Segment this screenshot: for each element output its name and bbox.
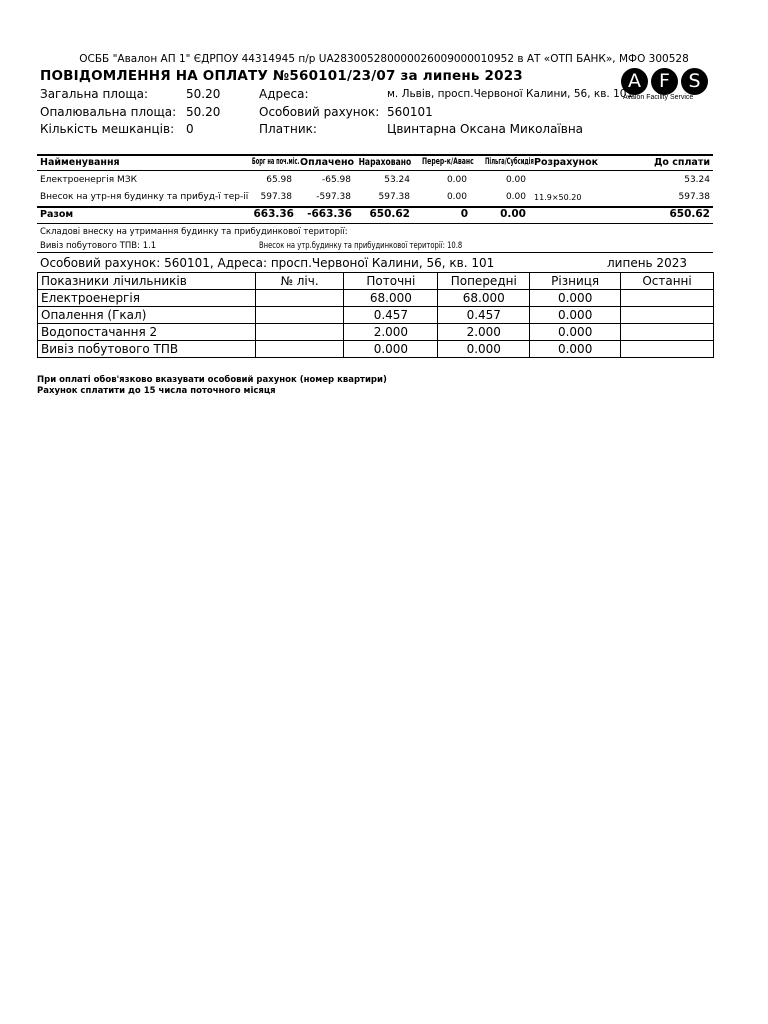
- total-area-label: Загальна площа:: [40, 87, 149, 101]
- account-label: Особовий рахунок:: [259, 105, 380, 119]
- logo-letter-a: A: [621, 68, 648, 95]
- charges-total-recalc: 0: [460, 208, 468, 220]
- charge-row-2-recalc: 0.00: [446, 192, 467, 202]
- charges-total-paid: -663.36: [307, 208, 352, 220]
- charge-row-2-name: Внесок на утр-ня будинку та прибуд-ї тер-ії: [40, 192, 249, 202]
- meter-current: 0.000: [344, 341, 438, 358]
- payer-value: Цвинтарна Оксана Миколаївна: [387, 122, 584, 136]
- meter-row: [38, 307, 714, 324]
- bank-details: ОСББ "Авалон АП 1" ЄДРПОУ 44314945 п/р UA283005280000026009000010952 в АТ «ОТП БАНК», МФО 300528: [79, 53, 689, 65]
- notice-title: ПОВІДОМЛЕННЯ НА ОПЛАТУ №560101/23/07 за липень 2023: [40, 68, 523, 84]
- meter-readings-table: [37, 272, 714, 358]
- meter-number: [255, 341, 344, 358]
- meter-last: [621, 290, 714, 307]
- meter-number: [255, 307, 344, 324]
- meter-row: [38, 341, 714, 358]
- charge-row-1-accrued: 53.24: [384, 175, 410, 185]
- meters-summary: Особовий рахунок: 560101, Адреса: просп.Червоної Калини, 56, кв. 101: [40, 256, 495, 270]
- meter-name: Водопостачання 2: [38, 324, 256, 341]
- charge-row-1-to-pay: 53.24: [684, 175, 710, 185]
- components-item-waste: Вивіз побутового ТПВ: 1.1: [40, 241, 157, 251]
- charge-row-2-calculation: 11.9×50.20: [534, 193, 582, 202]
- heated-area-value: 50.20: [186, 105, 221, 119]
- meter-last: [621, 341, 714, 358]
- meter-col-name: Показники лічильників: [38, 273, 256, 290]
- col-header-calculation: Розрахунок: [534, 157, 599, 168]
- components-item-maintenance: Внесок на утр.будинку та прибудинкової території: 10.8: [259, 241, 463, 251]
- total-area-value: 50.20: [186, 87, 221, 101]
- charge-row-2-debt: 597.38: [260, 192, 292, 202]
- charge-row-2-paid: -597.38: [316, 192, 351, 202]
- charges-top-rule: [37, 154, 713, 156]
- afs-logo: [620, 68, 710, 104]
- meter-difference: 0.000: [530, 341, 621, 358]
- meter-name: Електроенергія: [38, 290, 256, 307]
- account-value: 560101: [387, 105, 433, 119]
- meter-previous: 0.457: [438, 307, 530, 324]
- meter-number: [255, 324, 344, 341]
- meter-header-row: [38, 273, 714, 290]
- meter-col-number: № ліч.: [255, 273, 344, 290]
- components-title: Складові внеску на утримання будинку та прибудинкової території:: [40, 227, 348, 237]
- meters-period: липень 2023: [607, 256, 687, 270]
- meter-col-current: Поточні: [344, 273, 438, 290]
- charges-total-to-pay: 650.62: [669, 208, 710, 220]
- meter-number: [255, 290, 344, 307]
- components-top-rule: [37, 223, 713, 224]
- meter-last: [621, 324, 714, 341]
- charge-row-1-debt: 65.98: [266, 175, 292, 185]
- col-header-to-pay: До сплати: [653, 157, 710, 168]
- col-header-paid: Оплачено: [300, 157, 355, 168]
- charges-header-rule: [37, 170, 713, 171]
- logo-letter-f: F: [651, 68, 678, 95]
- address-value: м. Львів, просп.Червоної Калини, 56, кв. 101: [387, 88, 634, 100]
- meter-difference: 0.000: [530, 290, 621, 307]
- meter-last: [621, 307, 714, 324]
- charge-row-1-recalc: 0.00: [446, 175, 467, 185]
- charges-total-subsidy: 0.00: [500, 208, 526, 220]
- address-label: Адреса:: [259, 87, 309, 101]
- meter-difference: 0.000: [530, 324, 621, 341]
- charges-total-debt: 663.36: [253, 208, 294, 220]
- residents-value: 0: [186, 122, 194, 136]
- logo-letter-s: S: [681, 68, 708, 95]
- charges-total-accrued: 650.62: [369, 208, 410, 220]
- payer-label: Платник:: [259, 122, 317, 136]
- heated-area-label: Опалювальна площа:: [40, 105, 177, 119]
- meter-previous: 68.000: [438, 290, 530, 307]
- charge-row-1-paid: -65.98: [321, 175, 351, 185]
- charge-row-2-to-pay: 597.38: [678, 192, 710, 202]
- meters-top-rule: [37, 252, 713, 253]
- meter-col-last: Останні: [621, 273, 714, 290]
- col-header-accrued: Нараховано: [358, 157, 412, 168]
- payment-note-deadline: Рахунок сплатити до 15 числа поточного місяця: [37, 386, 276, 396]
- meter-current: 0.457: [344, 307, 438, 324]
- meter-difference: 0.000: [530, 307, 621, 324]
- meter-col-difference: Різниця: [530, 273, 621, 290]
- meter-col-previous: Попередні: [438, 273, 530, 290]
- meter-row: [38, 290, 714, 307]
- charge-row-1-subsidy: 0.00: [505, 175, 526, 185]
- meter-current: 68.000: [344, 290, 438, 307]
- meter-row: [38, 324, 714, 341]
- col-header-recalc: Перер-к/Аванс: [422, 157, 474, 167]
- col-header-subsidy: Пільга/Субсидія: [484, 157, 534, 167]
- logo-caption: Avalon Facility Service: [623, 94, 694, 101]
- col-header-debt: Борг на поч.міс.: [251, 157, 300, 167]
- meter-name: Вивіз побутового ТПВ: [38, 341, 256, 358]
- col-header-name: Найменування: [40, 157, 120, 168]
- meter-previous: 2.000: [438, 324, 530, 341]
- charge-row-1-name: Електроенергія МЗК: [40, 175, 137, 185]
- meter-name: Опалення (Гкал): [38, 307, 256, 324]
- residents-label: Кількість мешканців:: [40, 122, 175, 136]
- meter-current: 2.000: [344, 324, 438, 341]
- charge-row-2-subsidy: 0.00: [505, 192, 526, 202]
- charges-total-label: Разом: [40, 209, 74, 220]
- meter-previous: 0.000: [438, 341, 530, 358]
- payment-note-account: При оплаті обов'язково вказувати особовий рахунок (номер квартири): [37, 375, 387, 385]
- charge-row-2-accrued: 597.38: [378, 192, 410, 202]
